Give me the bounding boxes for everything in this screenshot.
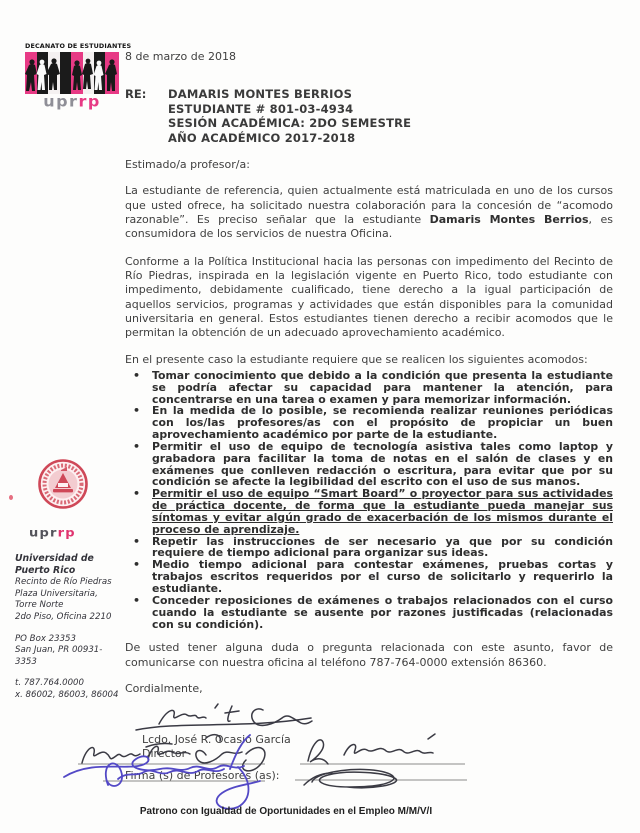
uprrp-wordmark	[25, 92, 119, 111]
paragraph-1	[125, 184, 613, 241]
decanato-logo-banner	[25, 52, 119, 94]
accommodation-item-underlined	[125, 488, 613, 535]
re-student-name: DAMARIS MONTES BERRIOS	[168, 87, 353, 101]
accommodation-item	[125, 370, 613, 406]
students-silhouettes-icon	[25, 52, 119, 94]
re-lines	[168, 87, 411, 145]
paragraph-2: Conforme a la Política Institucional hacia las personas con impedimento del Recinto de Río Piedras, inspirada en la legislación vigente en Puerto Rico, todo estudiante con impedimento, debidamente cualificado, tiene derecho a la igual participación de aquellos servicios, programas y actividades que están disponibles para la comunidad universitaria en general. Estos estudiantes tienen derecho a recibir acomodos que le permitan la obtención de un adecuado aprovechamiento académico.	[125, 254, 613, 340]
salutation: Estimado/a profesor/a:	[125, 158, 250, 172]
student-name-bold: Damaris Montes Berrios	[429, 213, 589, 227]
university-name: Universidad de Puerto Rico	[15, 553, 94, 576]
letterhead-sidebar	[15, 458, 119, 702]
re-academic-session: SESIÓN ACADÉMICA: 2DO SEMESTRE	[168, 116, 412, 131]
re-academic-year: AÑO ACADÉMICO 2017-2018	[168, 130, 356, 145]
accommodation-text-underlined: Permitir el uso de equipo “Smart Board” o proyector para sus actividades de práctica docente, de forma que la estudiante pueda manejar sus síntomas y evitar algún grado de exacerbación de los mismos durante el proceso de aprendizaje.	[152, 487, 613, 536]
signer-name: Lcdo. José R. Ocasio García	[142, 733, 291, 747]
extensions: x. 86002, 86003, 86004	[15, 689, 119, 700]
accommodation-item	[125, 441, 613, 488]
uprrp-sidebar-wordmark	[29, 527, 119, 541]
re-block	[125, 87, 613, 145]
po-box: PO Box 23353	[15, 633, 76, 644]
uprrp-sidebar-gray: upr	[29, 526, 58, 541]
accommodation-text: Repetir las instrucciones de ser necesario ya que por su condición requiere de tiempo adicional para organizar sus ideas.	[152, 534, 613, 560]
accommodation-text: Medio tiempo adicional para contestar exámenes, pruebas cortas y trabajos escritos requeridos por el curso de solicitarlo y requerirlo la estudiante.	[152, 558, 613, 595]
upr-seal	[37, 458, 119, 514]
re-student-number: ESTUDIANTE # 801-03-4934	[168, 101, 354, 116]
accommodations-intro: En el presente caso la estudiante requiere que se realicen los siguientes acomodos:	[125, 352, 588, 366]
accommodation-item	[125, 559, 613, 595]
valediction: Cordialmente,	[125, 682, 203, 696]
letter-date: 8 de marzo de 2018	[125, 50, 236, 63]
address-line-1: Plaza Universitaria, Torre Norte	[15, 588, 98, 611]
letter-body	[125, 50, 613, 782]
phone: t. 787.764.0000	[15, 678, 84, 689]
accommodation-text: En la medida de lo posible, se recomienda realizar reuniones periódicas con los/las profesores/as con el propósito de propiciar un buen aprovechamiento académico por parte de la estudiante.	[152, 404, 613, 442]
professors-signatures	[60, 733, 480, 815]
scan-artifact-dot	[9, 495, 13, 500]
letterhead-address	[15, 553, 119, 702]
accommodation-text: Tomar conocimiento que debido a la condición que presenta la estudiante se podría afectar su capacidad para mantener la atención, para concentrarse en una tarea o examen y para memorizar información.	[152, 368, 613, 406]
professors-signature-label: Firma (s) de Profesores (as):	[125, 769, 280, 783]
university-seal-icon	[37, 458, 89, 510]
footer-motto: Patrono con Igualdad de Oportunidades en el Empleo M/M/V/I	[139, 806, 433, 817]
uprrp-wordmark-pink: rp	[78, 92, 101, 111]
decanato-logo-title: DECANATO DE ESTUDIANTES	[25, 42, 132, 50]
signer-title: Director	[142, 746, 187, 760]
paragraph-1-tail: , es consumidora de los servicios de nuestra Oficina.	[125, 213, 613, 241]
paragraph-1-text: La estudiante de referencia, quien actualmente está matriculada en uno de los cursos que usted ofrece, ha solicitado nuestra colaboración para la concesión de “acomodo razonable”. Es preciso señalar que la estudiante	[125, 184, 613, 227]
accommodation-item	[125, 595, 613, 631]
campus-name: Recinto de Río Piedras	[15, 577, 112, 588]
uprrp-sidebar-pink: rp	[57, 526, 76, 541]
professor-signature-blue	[64, 735, 260, 809]
director-signature	[133, 697, 333, 737]
accommodation-item	[125, 536, 613, 560]
accommodation-text: Permitir el uso de equipo de tecnología asistiva tales como laptop y grabadora para facilitar la toma de notas en el salón de clases y en exámenes que conlleven redacción o escritura, para evitar que por su condición se afecte la legibilidad del escrito con el uso de sus manos.	[152, 439, 613, 489]
accommodation-text: Conceder reposiciones de exámenes o trabajos relacionados con el curso cuando la estudiante se ausente por razones justificadas (relacionadas con su condición).	[152, 593, 613, 631]
uprrp-wordmark-gray: upr	[43, 92, 79, 111]
accommodation-item	[125, 405, 613, 441]
address-line-2: 2do Piso, Oficina 2210	[15, 611, 112, 622]
decanato-logo	[25, 42, 132, 111]
city-line: San Juan, PR 00931-3353	[15, 645, 103, 667]
closing-paragraph: De usted tener alguna duda o pregunta relacionada con este asunto, favor de comunicarse con nuestra oficina al teléfono 787-764-0000 extensión 86360.	[125, 641, 613, 669]
accommodations-list	[125, 370, 613, 631]
re-label: RE:	[125, 87, 147, 101]
